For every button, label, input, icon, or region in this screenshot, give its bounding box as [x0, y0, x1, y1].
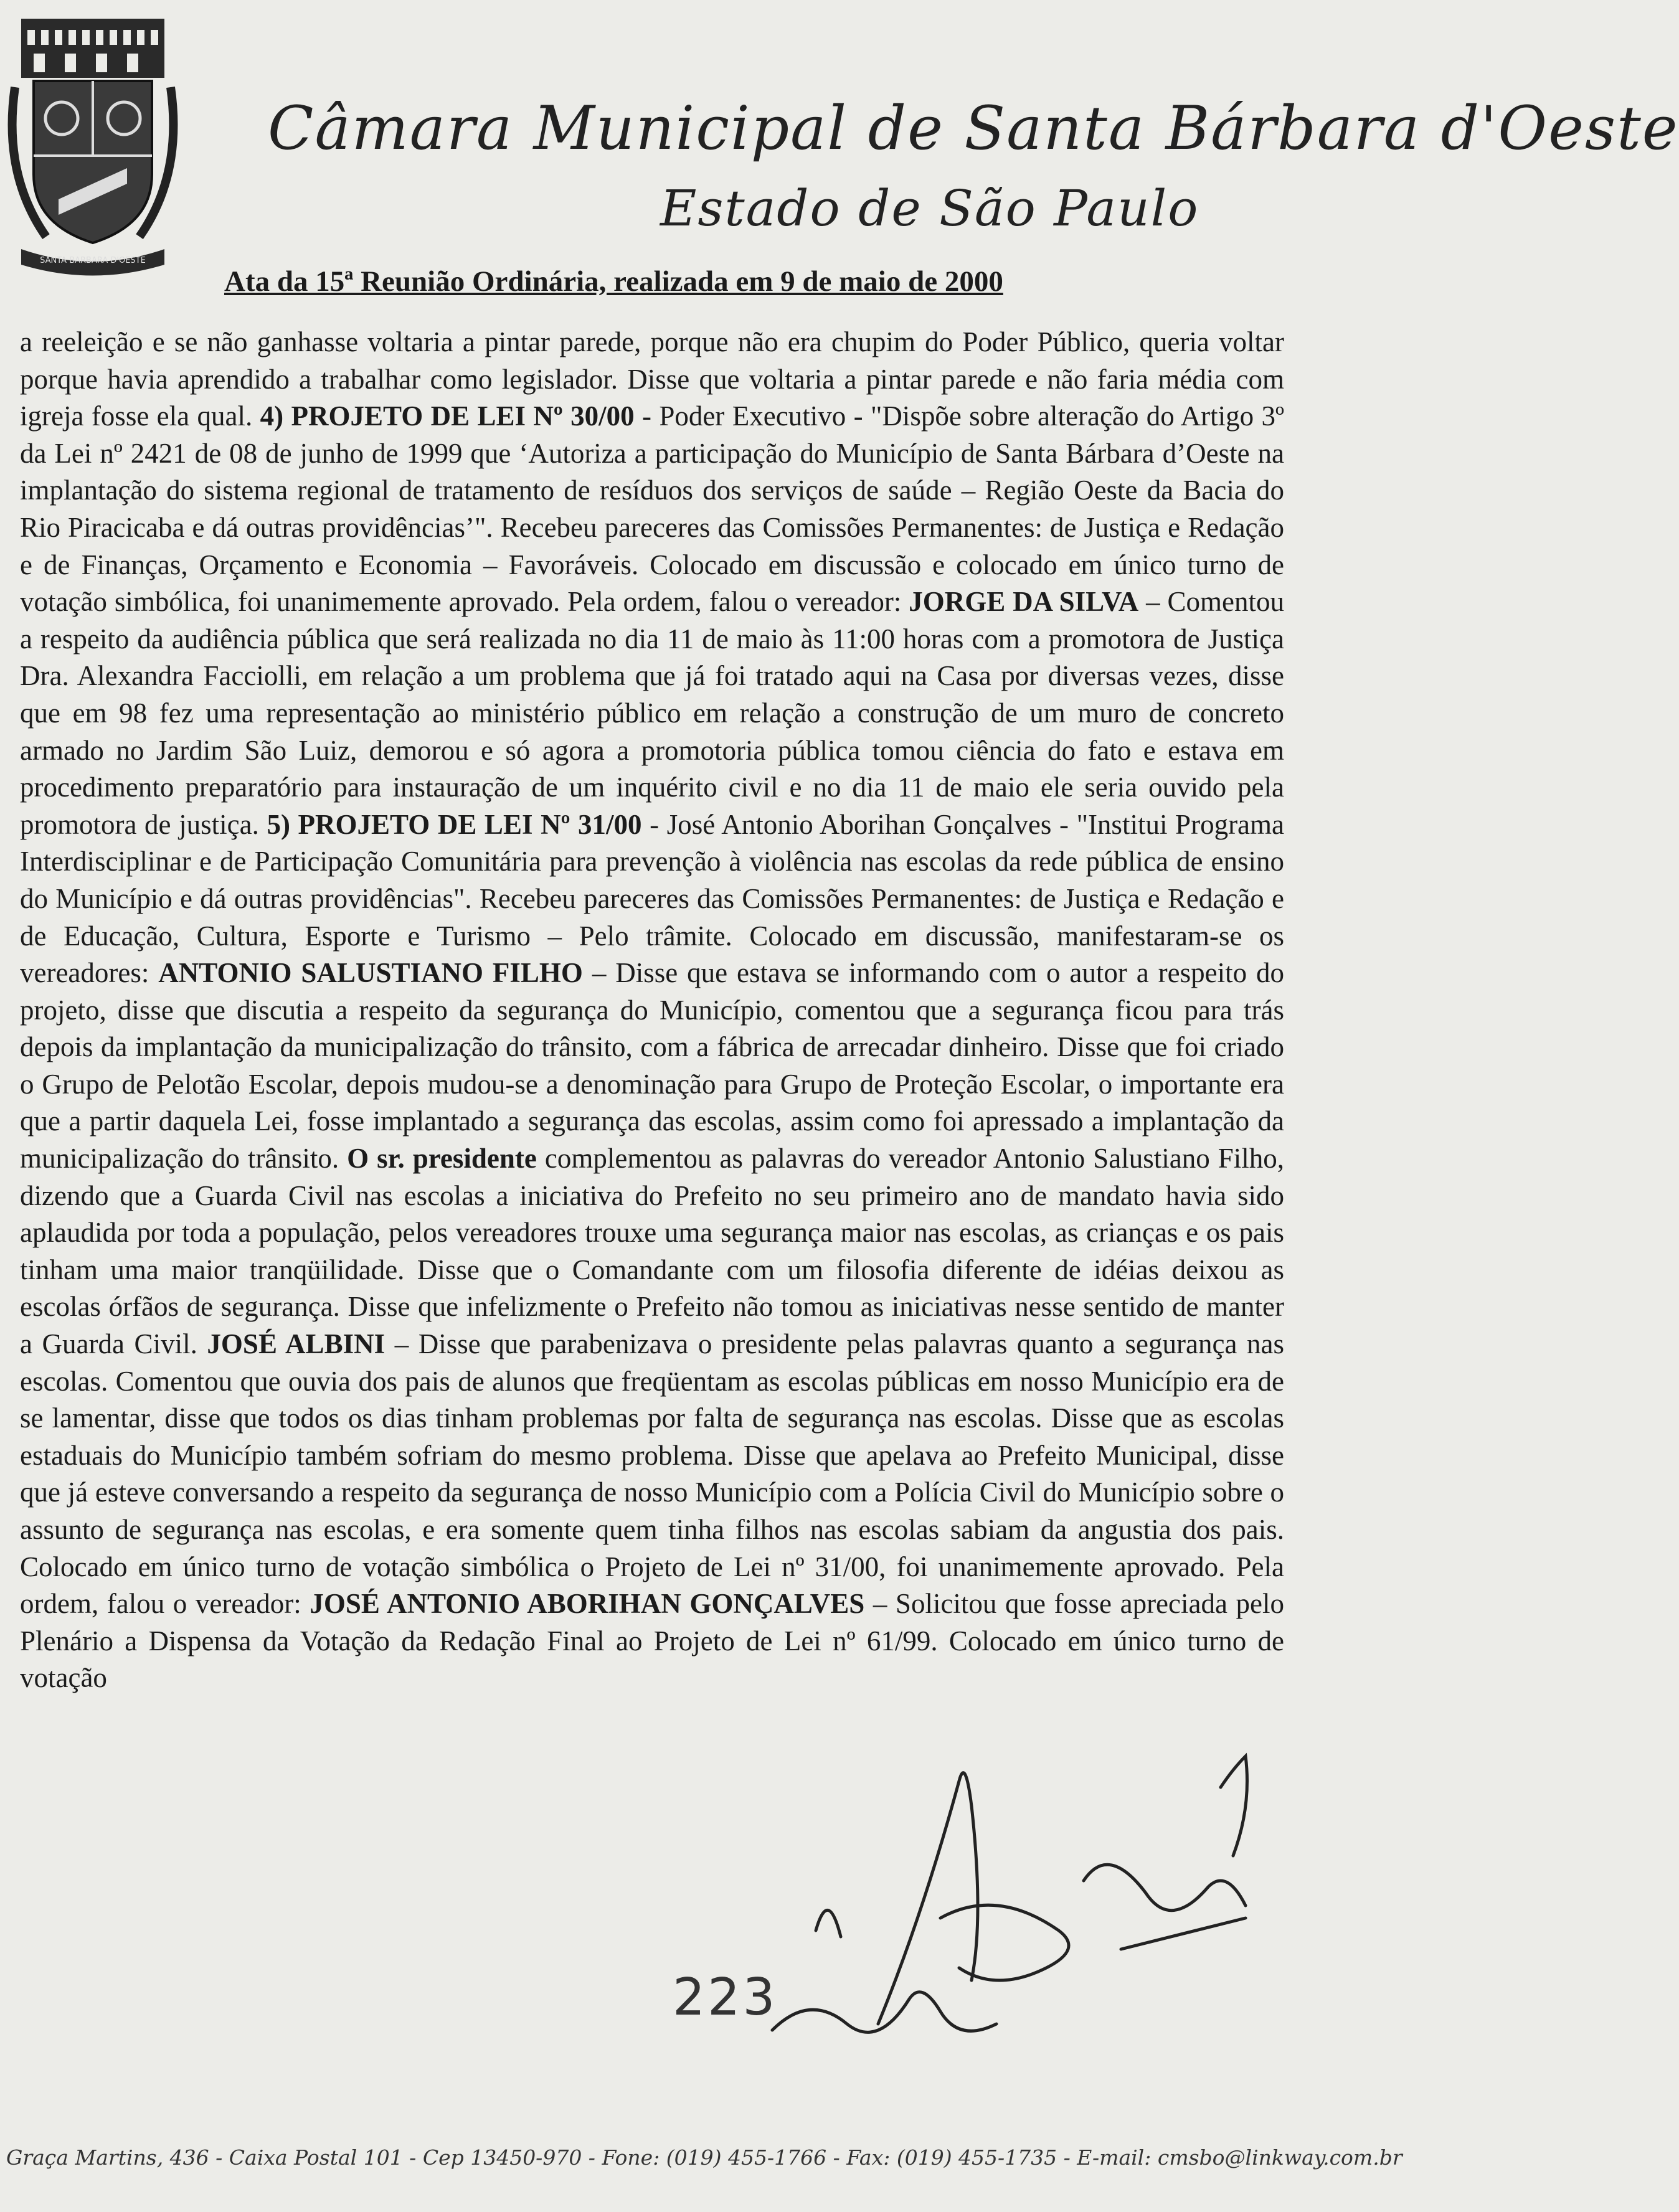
- body-text: – Solicitou que fosse apreciada pelo Plenário a Dispensa da Votação da Redação Final ao Projeto de Lei nº 61/99. Colocado em único turno de votação: [20, 1588, 1284, 1694]
- speaker-name: JORGE DA SILVA: [909, 586, 1139, 618]
- coat-of-arms-icon: [9, 12, 177, 280]
- minutes-body: [20, 324, 1284, 1697]
- body-text: a reeleição e se não ganhasse voltaria a pintar parede, porque não era chupim do Poder Público, queria voltar porque havia aprendido a trabalhar como legislador. Disse que voltaria a pintar parede e não faria média com igreja fosse ela qual.: [20, 326, 1284, 432]
- speaker-name: JOSÉ ANTONIO ABORIHAN GONÇALVES: [310, 1588, 865, 1620]
- speaker-name: ANTONIO SALUSTIANO FILHO: [158, 957, 583, 989]
- footer-address: Graça Martins, 436 - Caixa Postal 101 - Cep 13450-970 - Fone: (019) 455-1766 - Fax: (019) 455-1735 - E-mail: cmsbo@linkway.com.br: [6, 2145, 1402, 2170]
- speaker-name: JOSÉ ALBINI: [207, 1328, 385, 1360]
- bill-heading: 4) PROJETO DE LEI Nº 30/00: [260, 400, 635, 432]
- header-chamber-name: Câmara Municipal de Santa Bárbara d'Oeste: [268, 93, 1679, 163]
- header-state-name: Estado de São Paulo: [660, 179, 1199, 237]
- body-text: - José Antonio Aborihan Gonçalves - "Institui Programa Interdisciplinar e de Participação Comunitária para prevenção à violência nas escolas da rede pública de ensino do Município e dá outras providências". Recebeu pareceres das Comissões Permanentes: de Justiça e Redação e de Educação, Cultura, Esporte e Turismo – Pelo trâmite. Colocado em discussão, manifestaram-se os vereadores:: [20, 808, 1284, 989]
- page-title: Ata da 15ª Reunião Ordinária, realizada em 9 de maio de 2000: [224, 265, 1003, 298]
- body-text: – Comentou a respeito da audiência pública que será realizada no dia 11 de maio às 11:00 horas com a promotora de Justiça Dra. Alexandra Facciolli, em relação a um problema que já foi tratado aqui na Casa por diversas vezes, disse que em 98 fez uma representação ao ministério público em relação a construção de um muro de concreto armado no Jardim São Luiz, demorou e só agora a promotoria pública tomou ciência do fato e estava em procedimento preparatório para instauração de um inquérito civil e no dia 11 de maio ele seria ouvido pela promotora de justiça.: [20, 586, 1284, 840]
- bill-heading: 5) PROJETO DE LEI Nº 31/00: [267, 808, 642, 840]
- body-text: – Disse que parabenizava o presidente pelas palavras quanto a segurança nas escolas. Comentou que ouvia dos pais de alunos que freqüentam as escolas públicas em nosso Município era de se lamentar, disse que todos os dias tinham problemas por falta de segurança nas escolas. Disse que as escolas estaduais do Município também sofriam do mesmo problema. Disse que apelava ao Prefeito Municipal, disse que já esteve conversando a respeito da segurança de nosso Município com a Polícia Civil do Município sobre o assunto de segurança nas escolas, e era somente quem tinha filhos nas escolas sabiam da angustia dos pais. Colocado em único turno de votação simbólica o Projeto de Lei nº 31/00, foi unanimemente aprovado. Pela ordem, falou o vereador:: [20, 1328, 1284, 1620]
- body-text: – Disse que estava se informando com o autor a respeito do projeto, disse que discutia a respeito da segurança do Município, comentou que a segurança ficou para trás depois da implantação da municipalização do trânsito, com a fábrica de arrecadar dinheiro. Disse que foi criado o Grupo de Pelotão Escolar, depois mudou-se a denominação para Grupo de Proteção Escolar, o importante era que a partir daquela Lei, fosse implantado a segurança das escolas, assim como foi apressado a implantação da municipalização do trânsito.: [20, 957, 1284, 1175]
- page-number: 223: [673, 1968, 778, 2027]
- body-text: complementou as palavras do vereador Antonio Salustiano Filho, dizendo que a Guarda Civil nas escolas a iniciativa do Prefeito no seu primeiro ano de mandato havia sido aplaudida por toda a população, pelos vereadores trouxe uma segurança maior nas escolas, as crianças e os pais tinham uma maior tranqüilidade. Disse que o Comandante com um filosofia diferente de idéias deixou as escolas órfãos de segurança. Disse que infelizmente o Prefeito não tomou as iniciativas nesse sentido de manter a Guarda Civil.: [20, 1143, 1284, 1360]
- handwritten-signatures: [735, 1731, 1358, 2080]
- body-text: - Poder Executivo - "Dispõe sobre alteração do Artigo 3º da Lei nº 2421 de 08 de junho de 1999 que ‘Autoriza a participação do Município de Santa Bárbara d’Oeste na implantação do sistema regional de tratamento de resíduos dos serviços de saúde – Região Oeste da Bacia do Rio Piracicaba e dá outras providências’". Recebeu pareceres das Comissões Permanentes: de Justiça e Redação e de Finanças, Orçamento e Economia – Favoráveis. Colocado em discussão e colocado em único turno de votação simbólica, foi unanimemente aprovado. Pela ordem, falou o vereador:: [20, 400, 1284, 618]
- speaker-name: O sr. presidente: [347, 1143, 537, 1175]
- crest-motto: SANTA BARBARA D'OESTE: [40, 256, 146, 265]
